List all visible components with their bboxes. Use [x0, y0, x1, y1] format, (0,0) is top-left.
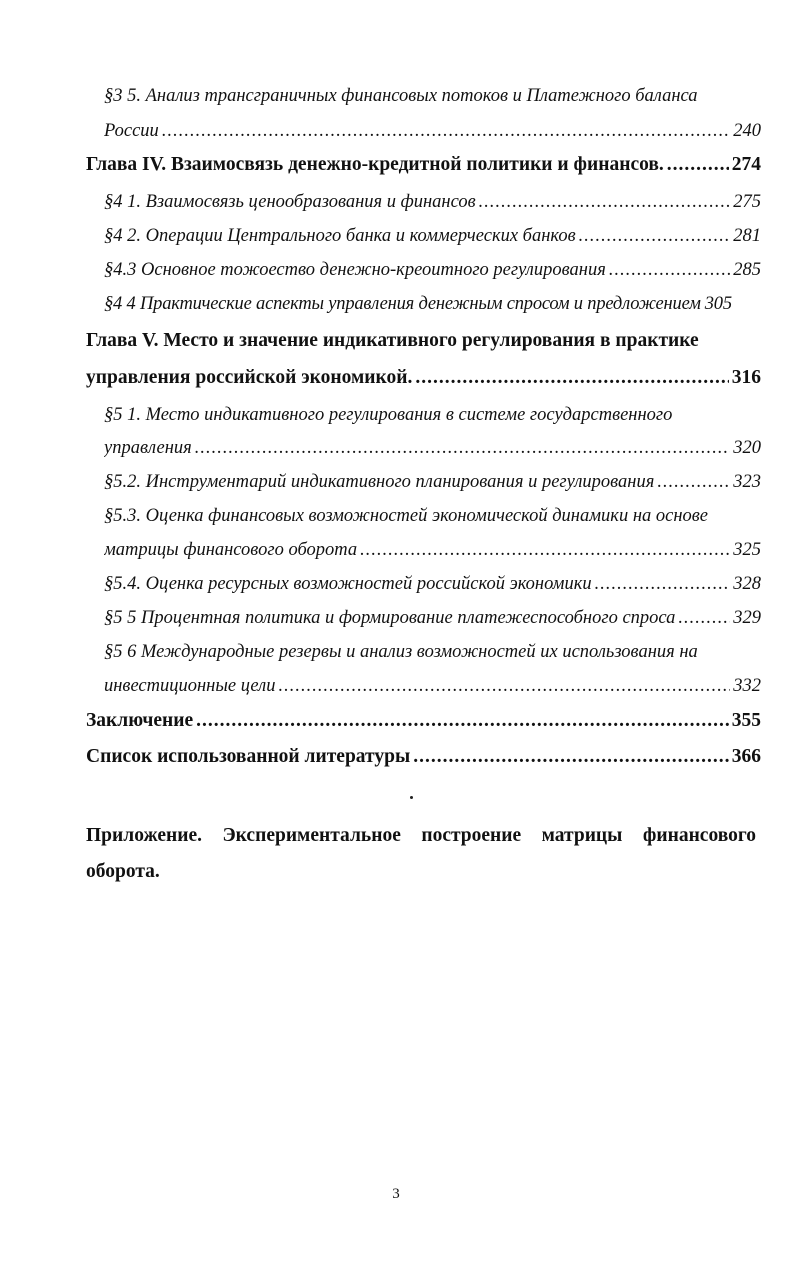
- leader-dots: [579, 226, 731, 247]
- toc-entry-5-3-line1: §5.3. Оценка финансовых возможностей экономической динамики на основе: [104, 506, 708, 526]
- leader-dots: [609, 260, 730, 281]
- leader-dots: [279, 676, 731, 697]
- leader-dots: [678, 608, 730, 629]
- toc-entry-5-6: инвестиционные цели ..... 332: [104, 676, 761, 697]
- leader-dots: [196, 710, 729, 732]
- page-ref: 332: [733, 676, 761, 696]
- appendix-note: Приложение. Экспериментальное построение матрицы финансового оборота.: [86, 825, 756, 882]
- toc-entry-4-4: §4 4 Практические аспекты управления денежным спросом и предложением 305: [104, 294, 732, 314]
- toc-entry-3-5: России ..... 240: [104, 121, 761, 142]
- toc-references: Список использованной литературы ..... 366: [86, 746, 761, 768]
- toc-entry-4-2: §4 2. Операции Центрального банка и коммерческих банков ..... 281: [104, 226, 761, 247]
- page-ref: 328: [733, 574, 761, 594]
- page-ref: 240: [733, 121, 761, 141]
- toc-entry-5-6-line1: §5 6 Международные резервы и анализ возможностей их использования на: [104, 642, 698, 662]
- page-ref: 355: [731, 710, 761, 731]
- leader-dots: [657, 472, 730, 493]
- leader-dots: [415, 367, 728, 389]
- page-ref: 329: [733, 608, 761, 628]
- page-number: 3: [392, 1186, 400, 1202]
- leader-dots: [595, 574, 731, 595]
- toc-entry-5-3: матрицы финансового оборота ..... 325: [104, 540, 761, 561]
- toc-entry-4-3: §4.3 Основное тожоество денежно-креоитного регулирования ..... 285: [104, 260, 761, 281]
- scan-speck: [410, 796, 413, 799]
- page-ref: 320: [733, 438, 761, 458]
- page-ref: 366: [731, 746, 761, 767]
- toc-entry-5-2: §5.2. Инструментарий индикативного планирования и регулирования ..... 323: [104, 472, 761, 493]
- page-ref: 305: [704, 294, 732, 314]
- leader-dots: [360, 540, 730, 561]
- leader-dots: [162, 121, 730, 142]
- page-ref: 316: [731, 367, 761, 388]
- toc-chapter-5: управления российской экономикой. ..... 316: [86, 367, 761, 389]
- toc-entry-5-1-line1: §5 1. Место индикативного регулирования в системе государственного: [104, 405, 673, 425]
- page-ref: 274: [731, 154, 761, 175]
- page-ref: 275: [733, 192, 761, 212]
- page-ref: 285: [733, 260, 761, 280]
- toc-chapter-5-line1: Глава V. Место и значение индикативного регулирования в практике: [86, 330, 699, 351]
- page-ref: 281: [733, 226, 761, 246]
- toc-entry-4-1: §4 1. Взаимосвязь ценообразования и финансов ..... 275: [104, 192, 761, 213]
- toc-conclusion: Заключение ..... 355: [86, 710, 761, 732]
- leader-dots: [195, 438, 730, 459]
- toc-chapter-4: Глава IV. Взаимосвязь денежно-кредитной политики и финансов. ..... 274: [86, 154, 761, 176]
- page-ref: 325: [733, 540, 761, 560]
- page-ref: 323: [733, 472, 761, 492]
- toc-entry-5-5: §5 5 Процентная политика и формирование платежеспособного спроса ..... 329: [104, 608, 761, 629]
- toc-entry-5-4: §5.4. Оценка ресурсных возможностей российской экономики ..... 328: [104, 574, 761, 595]
- toc-entry-5-1: управления ..... 320: [104, 438, 761, 459]
- leader-dots: [479, 192, 731, 213]
- toc-entry-3-5-line1: §3 5. Анализ трансграничных финансовых потоков и Платежного баланса: [104, 86, 698, 106]
- leader-dots: [413, 746, 729, 768]
- leader-dots: [667, 154, 729, 176]
